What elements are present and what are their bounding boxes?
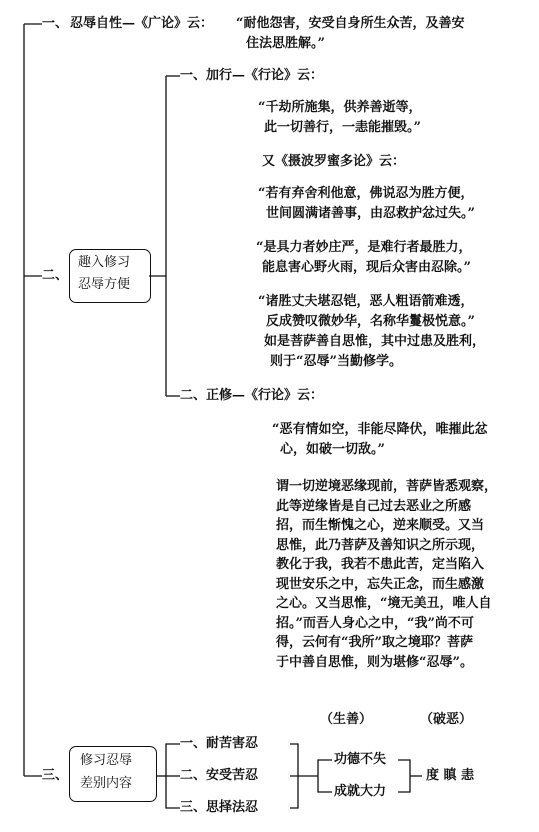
section2-box-line2: 忍辱方便 <box>78 277 131 292</box>
section3-item1: 一、耐苦害忍 <box>180 736 259 751</box>
sub1-conclusion-line1: 如是菩萨善自思惟，其中过患及胜利， <box>264 334 486 349</box>
sub1-intro2: 又《摄波罗蜜多论》云： <box>262 154 406 169</box>
section3-box-line1: 修习忍辱 <box>80 753 133 768</box>
sub1-quote3-line2: 能息害心野火雨，现后众害由忍除。” <box>262 260 471 275</box>
sub1-quote3-line1: “是具力者妙庄严，是难行者最胜力， <box>256 240 472 255</box>
sub2-paragraph-line: 招。”而吾人身心之中，“我”尚不可 <box>276 615 474 631</box>
sub2-quote-line1: “恶有情如空，非能尽降伏，唯摧此忿 <box>272 422 488 437</box>
sub2-paragraph-line: 思惟，此乃菩萨及善知识之所示现， <box>276 537 485 553</box>
section2-number: 二、 <box>42 268 69 283</box>
sub2-paragraph-line: 之心。又当思惟，“境无美丑，唯人自 <box>276 596 492 611</box>
sub1-quote1-line2: 此一切善行，一恚能摧毁。” <box>264 120 421 135</box>
merit-item1: 功德不失 <box>334 752 387 767</box>
section3-item3: 三、思择法忍 <box>180 800 259 815</box>
sub1-heading: 一、加行—《行论》云： <box>180 68 324 83</box>
section2-box-line1: 趣入修习 <box>78 255 131 270</box>
sub1-conclusion-line2: 则于“忍辱”当勤修学。 <box>270 354 402 369</box>
sub2-paragraph-line: 得，云何有“我所”取之境耶？菩萨 <box>276 635 473 650</box>
sub2-quote-line2: 心，如破一切敌。” <box>280 442 385 457</box>
sub2-heading: 二、正修—《行论》云： <box>180 388 324 403</box>
section3-box-line2: 差别内容 <box>80 776 133 791</box>
bracket-merits-left <box>318 760 332 792</box>
sub1-quote1-line1: “千劫所施集，供养善逝等， <box>258 100 422 115</box>
label-good: （生善） <box>320 712 373 727</box>
section1-heading: 忍辱自性—《广论》云： <box>70 16 214 31</box>
sub2-paragraph-line: 现世安乐之中，忘失正念，而生感激 <box>276 576 485 592</box>
section1-quote-line2: 住法思胜解。” <box>246 36 325 51</box>
sub2-paragraph-line: 此等逆缘皆是自己过去恶业之所感 <box>276 498 472 514</box>
evils-label: 度 瞋 恚 <box>426 768 475 783</box>
section1-quote-line1: “耐他怨害，安受自身所生众苦，及善安 <box>236 16 465 31</box>
section3-item2: 二、安受苦忍 <box>180 768 259 783</box>
sub2-paragraph-line: 于中善自思惟，则为堪修“忍辱”。 <box>276 654 473 670</box>
section3-number: 三、 <box>42 768 69 783</box>
label-break: （破恶） <box>420 712 473 727</box>
sub2-paragraph-line: 招，而生惭愧之心，逆来顺受。又当 <box>276 518 485 533</box>
sub1-quote4-line1: “诸胜丈夫堪忍铠，恶人粗语箭难透， <box>258 294 474 309</box>
sub1-quote2-line2: 世间圆满诸善事，由忍救护忿过失。” <box>266 206 475 221</box>
sub2-paragraph-line: 谓一切逆境恶缘现前，菩萨皆悉观察， <box>276 479 498 494</box>
bracket-merits-right <box>398 760 410 792</box>
merit-item2: 成就大力 <box>334 784 387 799</box>
sub1-quote2-line1: “若有弃舍利他意，佛说忍为胜方便， <box>258 186 474 201</box>
sub2-paragraph <box>276 477 497 672</box>
sub2-paragraph-line: 教化于我，我若不患此苦，定当陷入 <box>276 557 485 572</box>
sub1-quote4-line2: 反成赞叹微妙华，名称华鬘极悦意。” <box>266 314 475 329</box>
section1-number: 一、 <box>42 16 69 31</box>
